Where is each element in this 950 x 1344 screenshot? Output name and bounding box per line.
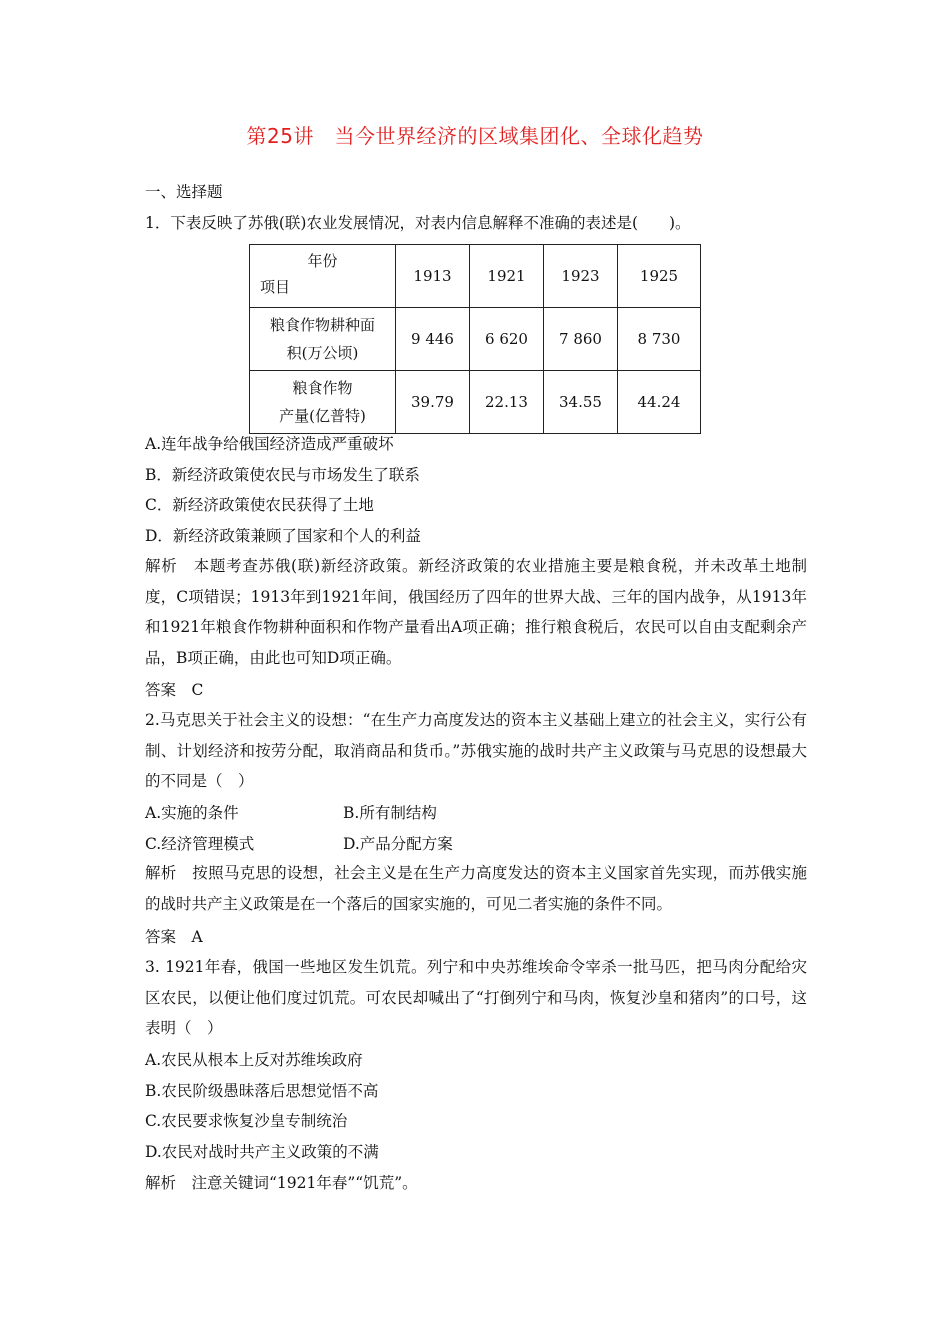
table-cell: 9 446 [396,308,470,371]
q1-analysis: 解析 本题考查苏俄(联)新经济政策。新经济政策的农业措施主要是粮食税，并未改革土地制度，C项错误；1913年到1921年间，俄国经历了四年的世界大战、三年的国内战争，从1913年和1921年粮食作物耕种面积和作物产量看出A项正确；推行粮食税后，农民可以自由支配剩余产品，B项正确，由此也可知D项正确。 [145,557,807,667]
q3-stem: 3. 1921年春，俄国一些地区发生饥荒。列宁和中央苏维埃命令宰杀一批马匹，把马肉分配给灾区农民，以便让他们度过饥荒。可农民却喊出了“打倒列宁和马肉，恢复沙皇和猪肉”的口号，这表明（ ） [145,958,807,1037]
q3-option-a: A.农民从根本上反对苏维埃政府 [145,1051,363,1069]
q2-option-a: A.实施的条件 [145,804,239,822]
q2-answer: 答案 A [145,928,203,946]
q2-options-row-2 [145,834,453,854]
row-label-line: 产量(亿普特) [279,407,366,425]
row-label-line: 积(万公顷) [286,344,359,362]
agriculture-table [249,244,701,434]
table-row [250,371,701,434]
table-cell: 6 620 [470,308,544,371]
q3-analysis: 解析 注意关键词“1921年春”“饥荒”。 [145,1174,418,1192]
q1-stem: 1．下表反映了苏俄(联)农业发展情况，对表内信息解释不准确的表述是( )。 [145,214,691,232]
table-row [250,308,701,371]
corner-year-label: 年份 [307,252,338,270]
q1-answer: 答案 C [145,681,204,699]
q2-option-b: B.所有制结构 [343,804,437,822]
table-cell: 7 860 [544,308,618,371]
year-header: 1923 [544,245,618,308]
q2-stem: 2.马克思关于社会主义的设想：“在生产力高度发达的资本主义基础上建立的社会主义，实行公有制、计划经济和按劳分配，取消商品和货币。”苏俄实施的战时共产主义政策与马克思的设想最大的不同是（ ） [145,711,807,790]
table-cell: 34.55 [544,371,618,434]
row-label-line: 粮食作物耕种面 [269,316,375,334]
q2-option-d: D.产品分配方案 [343,835,453,853]
q3-option-d: D.农民对战时共产主义政策的不满 [145,1143,379,1161]
q1-option-a: A.连年战争给俄国经济造成严重破坏 [145,435,394,453]
corner-item-label: 项目 [260,278,291,296]
row-label-line: 粮食作物 [292,379,353,397]
year-header: 1913 [396,245,470,308]
year-header: 1925 [618,245,701,308]
q2-options-row-1 [145,803,437,823]
section-heading: 一、选择题 [145,183,223,201]
table-cell: 8 730 [618,308,701,371]
q3-option-b: B.农民阶级愚昧落后思想觉悟不高 [145,1082,379,1100]
page-title: 第25讲 当今世界经济的区域集团化、全球化趋势 [246,124,704,148]
q2-analysis: 解析 按照马克思的设想，社会主义是在生产力高度发达的资本主义国家首先实现，而苏俄实施的战时共产主义政策是在一个落后的国家实施的，可见二者实施的条件不同。 [145,864,807,913]
table-corner-cell [250,245,396,308]
q2-option-c: C.经济管理模式 [145,835,255,853]
table-cell: 22.13 [470,371,544,434]
table-cell: 39.79 [396,371,470,434]
row-label [250,371,396,434]
year-header: 1921 [470,245,544,308]
q1-option-b: B．新经济政策使农民与市场发生了联系 [145,466,420,484]
q3-option-c: C.农民要求恢复沙皇专制统治 [145,1112,348,1130]
table-cell: 44.24 [618,371,701,434]
q1-option-d: D．新经济政策兼顾了国家和个人的利益 [145,527,421,545]
q1-option-c: C．新经济政策使农民获得了土地 [145,496,374,514]
row-label [250,308,396,371]
table-header-row [250,245,701,308]
